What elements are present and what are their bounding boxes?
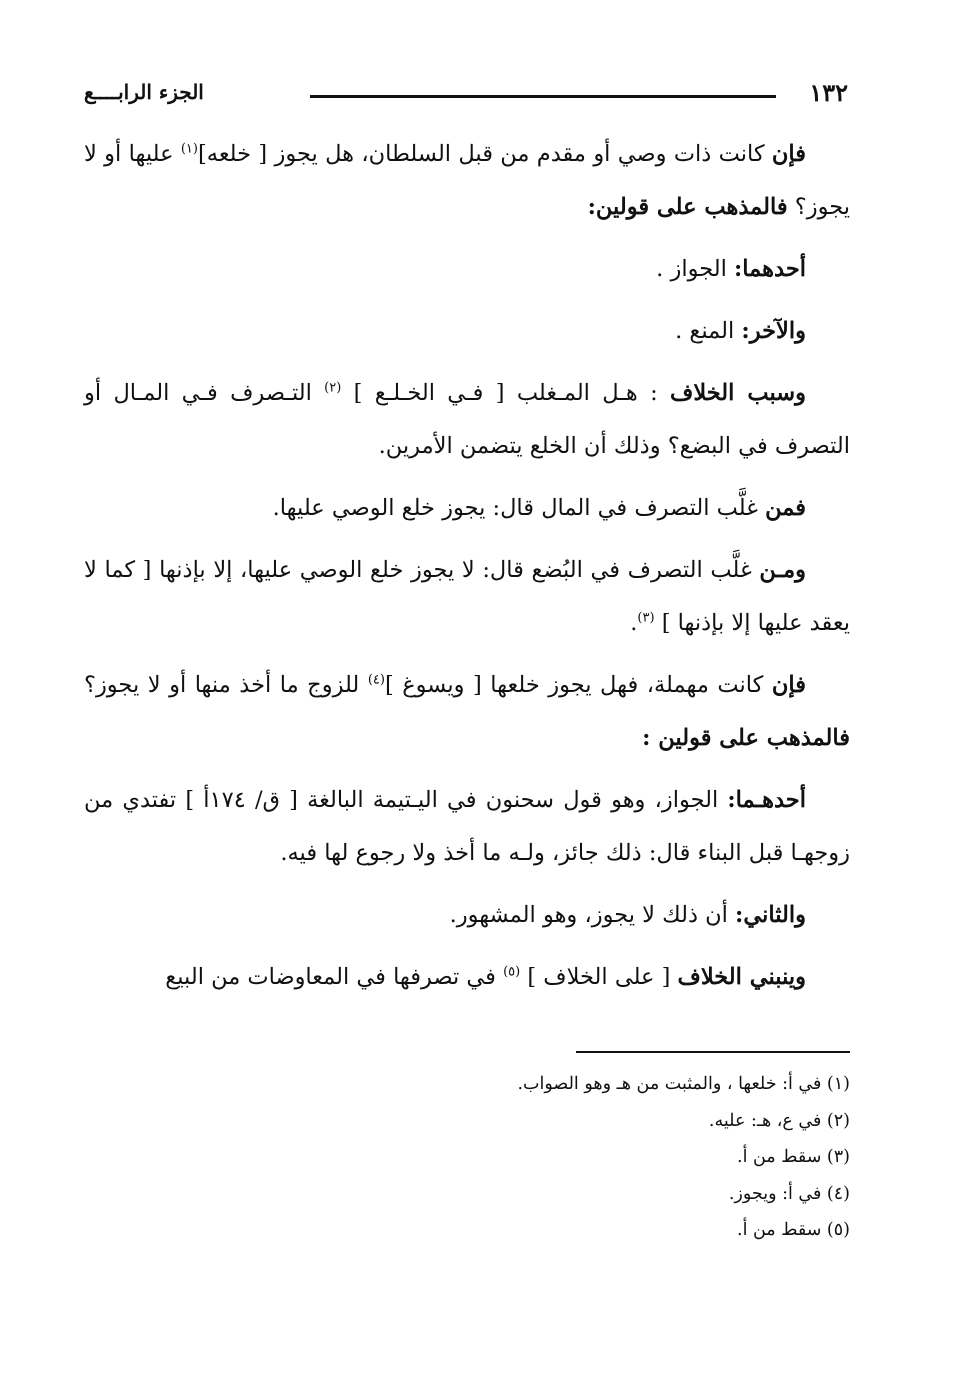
lead-word: أحدهما: bbox=[733, 256, 806, 282]
paragraph-text: للزوج ما أخذ منها أو لا يجوز؟ bbox=[84, 672, 368, 698]
paragraph-text: الجواز . bbox=[656, 256, 734, 282]
paragraph-text: المنع . bbox=[675, 318, 742, 344]
paragraph bbox=[84, 305, 850, 358]
paragraph bbox=[84, 774, 850, 880]
lead-word: فمن bbox=[765, 495, 806, 521]
paragraph bbox=[84, 482, 850, 535]
paragraph-text: . bbox=[630, 610, 638, 636]
paragraph-text: : هـل المـغلب [ فـي الخـلـع ] bbox=[341, 380, 670, 406]
paragraph-text: كانت ذات وصي أو مقدم من قبل السلطان، هل يجوز [ خلعه] bbox=[197, 141, 772, 167]
lead-word: وسبب الخلاف bbox=[670, 380, 806, 406]
footnote: (١) في أ: خلعها ، والمثبت من هـ وهو الصواب. bbox=[517, 1074, 850, 1094]
page-header bbox=[84, 78, 848, 112]
paragraph bbox=[84, 951, 850, 1004]
paragraph-text: [ على الخلاف ] bbox=[520, 964, 678, 990]
lead-word: وينبني الخلاف bbox=[677, 964, 806, 990]
lead-word: ومـن bbox=[759, 557, 806, 583]
paragraph-text: أن ذلك لا يجوز، وهو المشهور. bbox=[449, 902, 736, 928]
footnote-ref: (٤) bbox=[367, 672, 385, 688]
footnote-ref: (٥) bbox=[503, 964, 521, 980]
paragraph-text: التـصرف فـي المـال أو التصرف في البضع؟ وذلك أن الخلع يتضمن الأمرين. bbox=[84, 380, 850, 459]
page-number: ١٣٢ bbox=[809, 78, 848, 107]
footnote-ref: (١) bbox=[180, 141, 198, 157]
paragraph-text: في تصرفها في المعاوضات من البيع bbox=[165, 964, 504, 990]
footnote: (٣) سقط من أ. bbox=[737, 1147, 850, 1167]
paragraph bbox=[84, 889, 850, 942]
lead-word: والثاني: bbox=[735, 902, 806, 928]
lead-word: فالمذهب على قولين: bbox=[587, 194, 788, 220]
lead-word: والآخر: bbox=[741, 318, 806, 344]
footnote: (٤) في أ: ويجوز. bbox=[728, 1183, 850, 1204]
header-rule bbox=[310, 95, 776, 98]
footnote-ref: (٣) bbox=[637, 610, 655, 626]
paragraph-text: عليها أو لا يجوز؟ bbox=[84, 141, 850, 220]
volume-title: الجزء الرابــــع bbox=[84, 80, 204, 104]
paragraph bbox=[84, 659, 850, 765]
lead-word: فالمذهب على قولين : bbox=[642, 725, 850, 751]
paragraph-text: غلَّب التصرف في البُضع قال: لا يجوز خلع الوصي عليها، إلا بإذنها [ كما لا يعقد عليها إلا بإذنها ] bbox=[84, 557, 850, 636]
main-text bbox=[84, 128, 850, 1013]
lead-word: أحدهـما: bbox=[727, 787, 806, 813]
paragraph-text: الجواز، وهو قول سحنون في اليـتيمة البالغة [ ق/ ١٧٤أ ] تفتدي من زوجهـا قبل البناء قال: ذلك جائز، ولـه ما أخذ ولا رجوع لها فيه. bbox=[84, 787, 850, 866]
footnote: (٥) سقط من أ. bbox=[737, 1220, 850, 1240]
lead-word: فإن bbox=[771, 672, 806, 698]
footnote-separator bbox=[576, 1051, 850, 1053]
footnote-ref: (٢) bbox=[324, 380, 342, 396]
paragraph bbox=[84, 128, 850, 234]
paragraph bbox=[84, 544, 850, 650]
footnotes bbox=[250, 1066, 850, 1249]
paragraph bbox=[84, 367, 850, 473]
lead-word: فإن bbox=[771, 141, 807, 167]
paragraph bbox=[84, 243, 850, 296]
footnote: (٢) في ع، هـ: عليه. bbox=[708, 1110, 850, 1131]
paragraph-text: غلَّب التصرف في المال قال: يجوز خلع الوصي عليها. bbox=[272, 495, 766, 521]
paragraph-text: كانت مهملة، فهل يجوز خلعها [ ويسوغ ] bbox=[384, 672, 772, 698]
